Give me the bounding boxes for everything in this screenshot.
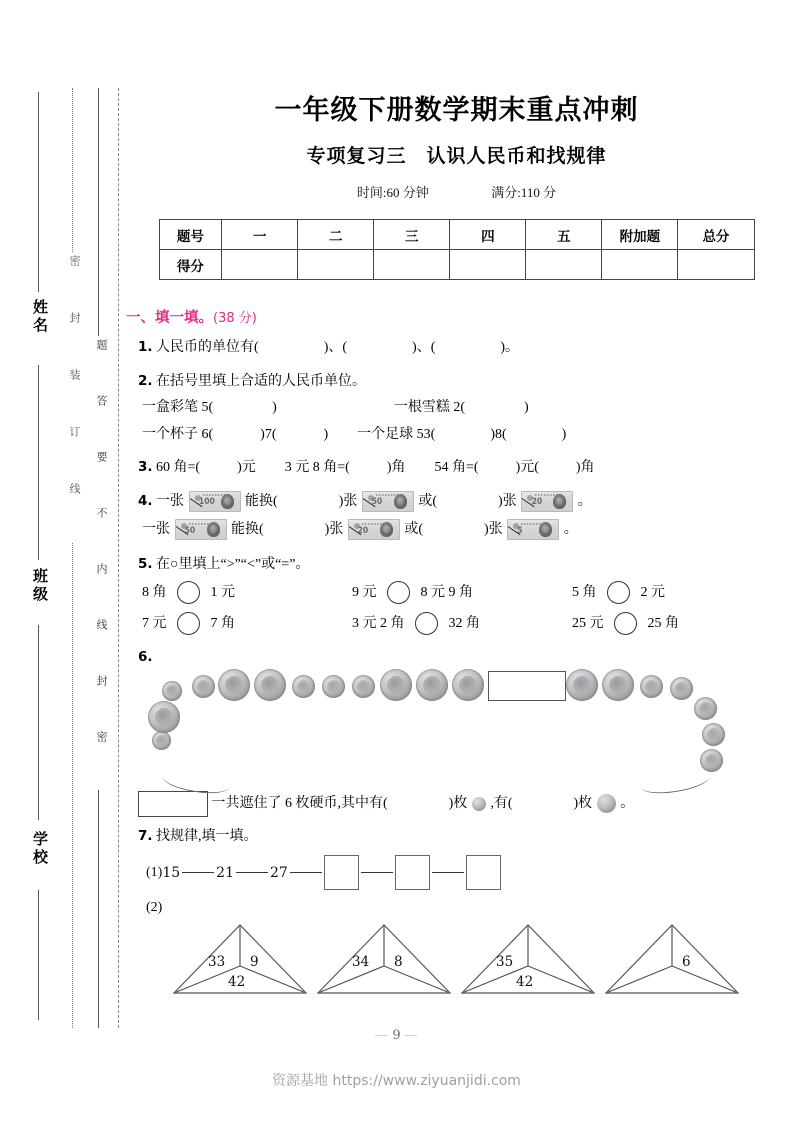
question-4-r2-end: )张 — [484, 522, 503, 537]
compare-1-right: 1 元 — [210, 585, 235, 600]
question-7 — [138, 825, 793, 850]
exam-time: 时间:60 分钟 — [356, 185, 429, 200]
question-3-b-end: )角 — [386, 460, 406, 475]
question-5-row-1 — [142, 581, 793, 606]
sidebar-rule-3 — [38, 625, 39, 820]
question-7-sequence-row — [146, 855, 793, 890]
question-4-r1-mid: 能换( — [245, 493, 278, 509]
watermark-text: 资源基地 https://www.ziyuanjidi.com — [272, 1073, 521, 1089]
question-2-l2-right-end: ) — [561, 426, 567, 442]
page-title: 一年级下册数学期末重点冲刺 — [274, 95, 639, 126]
banknote-20-icon — [521, 491, 573, 512]
question-4-r2-mid: 能换( — [231, 522, 264, 537]
compare-1-left: 8 角 — [142, 585, 167, 600]
question-2-line-1 — [142, 396, 793, 421]
score-table-col-2: 二 — [298, 220, 374, 250]
coin-large — [380, 669, 412, 701]
compare-3-circle[interactable] — [607, 581, 630, 604]
compare-item-1 — [142, 581, 352, 606]
question-4-r2-or: 或( — [404, 522, 424, 537]
question-7-number: 7. — [138, 827, 153, 844]
banknote-50-denom: 50 — [371, 497, 383, 508]
sidebar-rule-4 — [38, 890, 39, 1020]
score-cell-5[interactable] — [526, 250, 602, 280]
question-1-text-b: )、( — [323, 340, 348, 355]
triangle-2 — [314, 921, 454, 1002]
coin-small — [694, 697, 717, 720]
sequence-blank-1[interactable] — [324, 855, 359, 890]
triangle-1 — [170, 921, 310, 1002]
question-3-number: 3. — [138, 459, 153, 475]
score-table-col-total: 总分 — [678, 220, 754, 250]
question-2-l1-left-end: ) — [272, 400, 277, 415]
sequence-dash-4 — [361, 872, 393, 873]
question-4-r1-pre: 一张 — [156, 493, 185, 509]
triangle-3-bottom-value: 42 — [516, 973, 534, 990]
question-4-row-1 — [138, 490, 793, 515]
compare-item-3 — [572, 581, 665, 606]
question-2-l2-right: 一个足球 53( — [357, 426, 436, 442]
question-3-b: 3 元 8 角=( — [284, 460, 350, 475]
compare-1-circle[interactable] — [177, 581, 200, 604]
question-2-l2-left-end: ) — [323, 426, 329, 442]
score-table-col-1: 一 — [222, 220, 298, 250]
score-table-col-4: 四 — [450, 220, 526, 250]
compare-5-circle[interactable] — [415, 612, 438, 635]
question-2-l1-right: 一根雪糕 2( — [393, 400, 466, 415]
question-6-text-d: )枚 — [573, 795, 593, 811]
sequence-blank-2[interactable] — [395, 855, 430, 890]
banknote-100-denom: 100 — [198, 497, 215, 508]
banknote-50-b-denom: 50 — [184, 525, 196, 536]
question-2-l2-left: 一个杯子 6( — [142, 426, 214, 442]
sequence-value-2: 21 — [216, 864, 234, 881]
question-6-text-a: 一共遮住了 6 枚硬币,其中有( — [211, 795, 388, 811]
coin-small — [702, 723, 725, 746]
coin-large — [452, 669, 484, 701]
question-4-row-2 — [142, 518, 793, 543]
question-2-line-2 — [142, 423, 793, 448]
compare-2-circle[interactable] — [387, 581, 410, 604]
sidebar-rule-2 — [38, 365, 39, 560]
triangle-1-right-value: 9 — [250, 953, 259, 970]
score-table — [159, 219, 755, 280]
coin-small — [152, 731, 171, 750]
compare-4-circle[interactable] — [177, 612, 200, 635]
banknote-20-b-denom: 20 — [357, 525, 369, 536]
question-3-c-mid: )元( — [515, 460, 539, 475]
question-3-a-end: )元 — [237, 460, 256, 475]
question-1-text-a: 人民币的单位有( — [156, 340, 259, 355]
triangle-puzzle-row — [146, 921, 793, 999]
footer-dash-left: — — [374, 1028, 389, 1043]
triangle-4 — [602, 921, 742, 1002]
coin-small — [700, 749, 723, 772]
sidebar-label-school: 学校 — [30, 828, 51, 870]
triangle-4-svg — [602, 921, 742, 997]
question-4-r2-pre: 一张 — [142, 522, 170, 537]
coin-small — [162, 681, 182, 701]
score-cell-bonus[interactable] — [602, 250, 678, 280]
question-4-r2-period: 。 — [563, 522, 578, 537]
question-6-number: 6. — [138, 649, 153, 665]
question-4-r1-period: 。 — [577, 493, 592, 509]
score-cell-total[interactable] — [678, 250, 754, 280]
compare-item-5 — [352, 612, 572, 637]
coin-large — [148, 701, 180, 733]
compare-item-4 — [142, 612, 352, 637]
coin-large — [218, 669, 250, 701]
compare-5-right: 32 角 — [448, 615, 480, 631]
coin-small — [192, 675, 215, 698]
banknote-100-icon — [189, 491, 241, 512]
sequence-value-3: 27 — [269, 864, 288, 881]
coin-small — [640, 675, 663, 698]
sequence-value-1: 15 — [162, 864, 181, 881]
question-7-prompt: 找规律,填一填。 — [156, 828, 258, 844]
banknote-20-denom: 20 — [531, 497, 542, 508]
question-4-r2-mid2: )张 — [324, 522, 344, 537]
triangle-3-left-value: 35 — [496, 953, 514, 970]
question-1 — [138, 336, 793, 361]
question-2 — [138, 370, 793, 395]
exam-sidebar — [0, 0, 120, 1122]
section-one-points: (38 分) — [213, 311, 257, 326]
question-5-prompt: 在○里填上“>”“<”或“=”。 — [156, 556, 310, 572]
sequence-dash-3 — [290, 872, 322, 873]
question-1-text-d: )。 — [500, 340, 520, 355]
score-cell-3[interactable] — [374, 250, 450, 280]
compare-3-left: 5 角 — [572, 585, 597, 600]
coin-large — [254, 669, 286, 701]
coin-small — [670, 677, 693, 700]
score-cell-4[interactable] — [450, 250, 526, 280]
compare-5-left: 3 元 2 角 — [352, 615, 405, 631]
compare-2-left: 9 元 — [352, 585, 377, 600]
question-4-r1-or: 或( — [418, 493, 438, 509]
arc-pointer-right — [639, 765, 711, 797]
question-6-text-c: ,有( — [490, 795, 513, 811]
question-5-number: 5. — [138, 555, 153, 572]
question-2-l1-right-end: ) — [524, 400, 529, 415]
sidebar-rule-1 — [38, 92, 39, 292]
question-3-c: 54 角=( — [434, 460, 479, 475]
sequence-blank-3[interactable] — [466, 855, 501, 890]
banknote-20-b-icon — [348, 519, 400, 540]
question-2-number: 2. — [138, 372, 153, 389]
worksheet-page — [120, 0, 793, 1122]
coin-large — [566, 669, 598, 701]
question-6 — [138, 646, 793, 671]
question-1-text-c: )、( — [412, 340, 436, 355]
score-table-label-qnum: 题号 — [159, 220, 222, 250]
compare-6-left: 25 元 — [572, 615, 604, 631]
compare-2-right: 8 元 9 角 — [420, 585, 473, 600]
sidebar-dashed-line — [118, 88, 119, 1028]
question-3 — [138, 456, 793, 481]
score-table-col-5: 五 — [526, 220, 602, 250]
triangle-2-svg — [314, 921, 454, 997]
footer-dash-right: — — [404, 1028, 419, 1043]
sequence-dash-2 — [236, 872, 268, 873]
triangle-3 — [458, 921, 598, 1002]
page-footer — [0, 1028, 793, 1043]
question-4-number: 4. — [138, 492, 153, 509]
sequence-dash-5 — [432, 872, 464, 873]
banknote-50-b-icon — [175, 519, 227, 540]
compare-6-right: 25 角 — [647, 615, 679, 631]
score-table-col-bonus: 附加题 — [602, 220, 678, 250]
table-row-question-numbers — [159, 220, 754, 250]
sidebar-label-name: 姓名 — [30, 296, 51, 338]
sidebar-seal-line-text: 密封装订线 — [66, 252, 82, 543]
hidden-coins-box[interactable] — [488, 671, 566, 701]
page-subtitle: 专项复习三 认识人民币和找规律 — [306, 145, 607, 167]
sequence-dash-1 — [182, 872, 214, 873]
question-1-number: 1. — [138, 339, 153, 355]
question-2-l2-right-mid: )8( — [490, 426, 507, 442]
coin-large — [602, 669, 634, 701]
compare-4-left: 7 元 — [142, 615, 167, 631]
compare-6-circle[interactable] — [614, 612, 637, 635]
triangle-4-right-value: 6 — [682, 953, 691, 970]
coin-large — [416, 669, 448, 701]
section-one-title: 一、填一填。 — [126, 310, 213, 326]
sidebar-inner-line-text: 题答要不内线封密 — [93, 336, 109, 790]
triangle-1-bottom-value: 42 — [228, 973, 246, 990]
compare-item-2 — [352, 581, 572, 606]
question-6-text-e: 。 — [620, 795, 635, 811]
question-5-row-2 — [142, 612, 793, 637]
coin-small — [292, 675, 315, 698]
banknote-5-icon — [507, 519, 559, 540]
section-one-heading — [126, 306, 793, 327]
question-5 — [138, 553, 793, 578]
score-table-col-3: 三 — [374, 220, 450, 250]
coin-small — [352, 675, 375, 698]
question-2-l1-left: 一盒彩笔 5( — [142, 400, 214, 415]
triangle-1-left-value: 33 — [208, 953, 226, 970]
triangle-2-right-value: 8 — [394, 953, 403, 970]
question-3-a: 60 角=( — [156, 460, 201, 475]
compare-4-right: 7 角 — [210, 615, 235, 631]
triangle-2-left-value: 34 — [352, 953, 370, 970]
exam-full-score: 满分:110 分 — [491, 185, 557, 200]
sidebar-label-class: 班级 — [30, 565, 51, 607]
table-row-scores — [159, 250, 754, 280]
question-3-c-end: )角 — [575, 460, 595, 475]
score-cell-2[interactable] — [298, 250, 374, 280]
score-cell-1[interactable] — [222, 250, 298, 280]
page-number: 9 — [392, 1028, 401, 1043]
question-7-sub2-label: (2) — [146, 900, 163, 915]
score-table-label-score: 得分 — [159, 250, 222, 280]
sidebar-dotted-line — [72, 88, 73, 1028]
question-2-l2-left-mid: )7( — [260, 426, 277, 442]
question-2-prompt: 在括号里填上合适的人民币单位。 — [156, 373, 367, 389]
coin-small — [322, 675, 345, 698]
question-4-r1-end: )张 — [498, 493, 517, 509]
compare-3-right: 2 元 — [640, 585, 665, 600]
question-6-text-b: )枚 — [448, 795, 468, 811]
exam-meta — [120, 182, 793, 201]
question-7-sub1-label: (1) — [146, 864, 163, 880]
question-4-r1-mid2: )张 — [338, 493, 358, 509]
banknote-50-icon — [362, 491, 414, 512]
arc-pointer-left — [161, 765, 231, 796]
banknote-5-denom: 5 — [516, 525, 523, 536]
coin-arc-diagram — [120, 675, 793, 825]
compare-item-6 — [572, 612, 679, 637]
